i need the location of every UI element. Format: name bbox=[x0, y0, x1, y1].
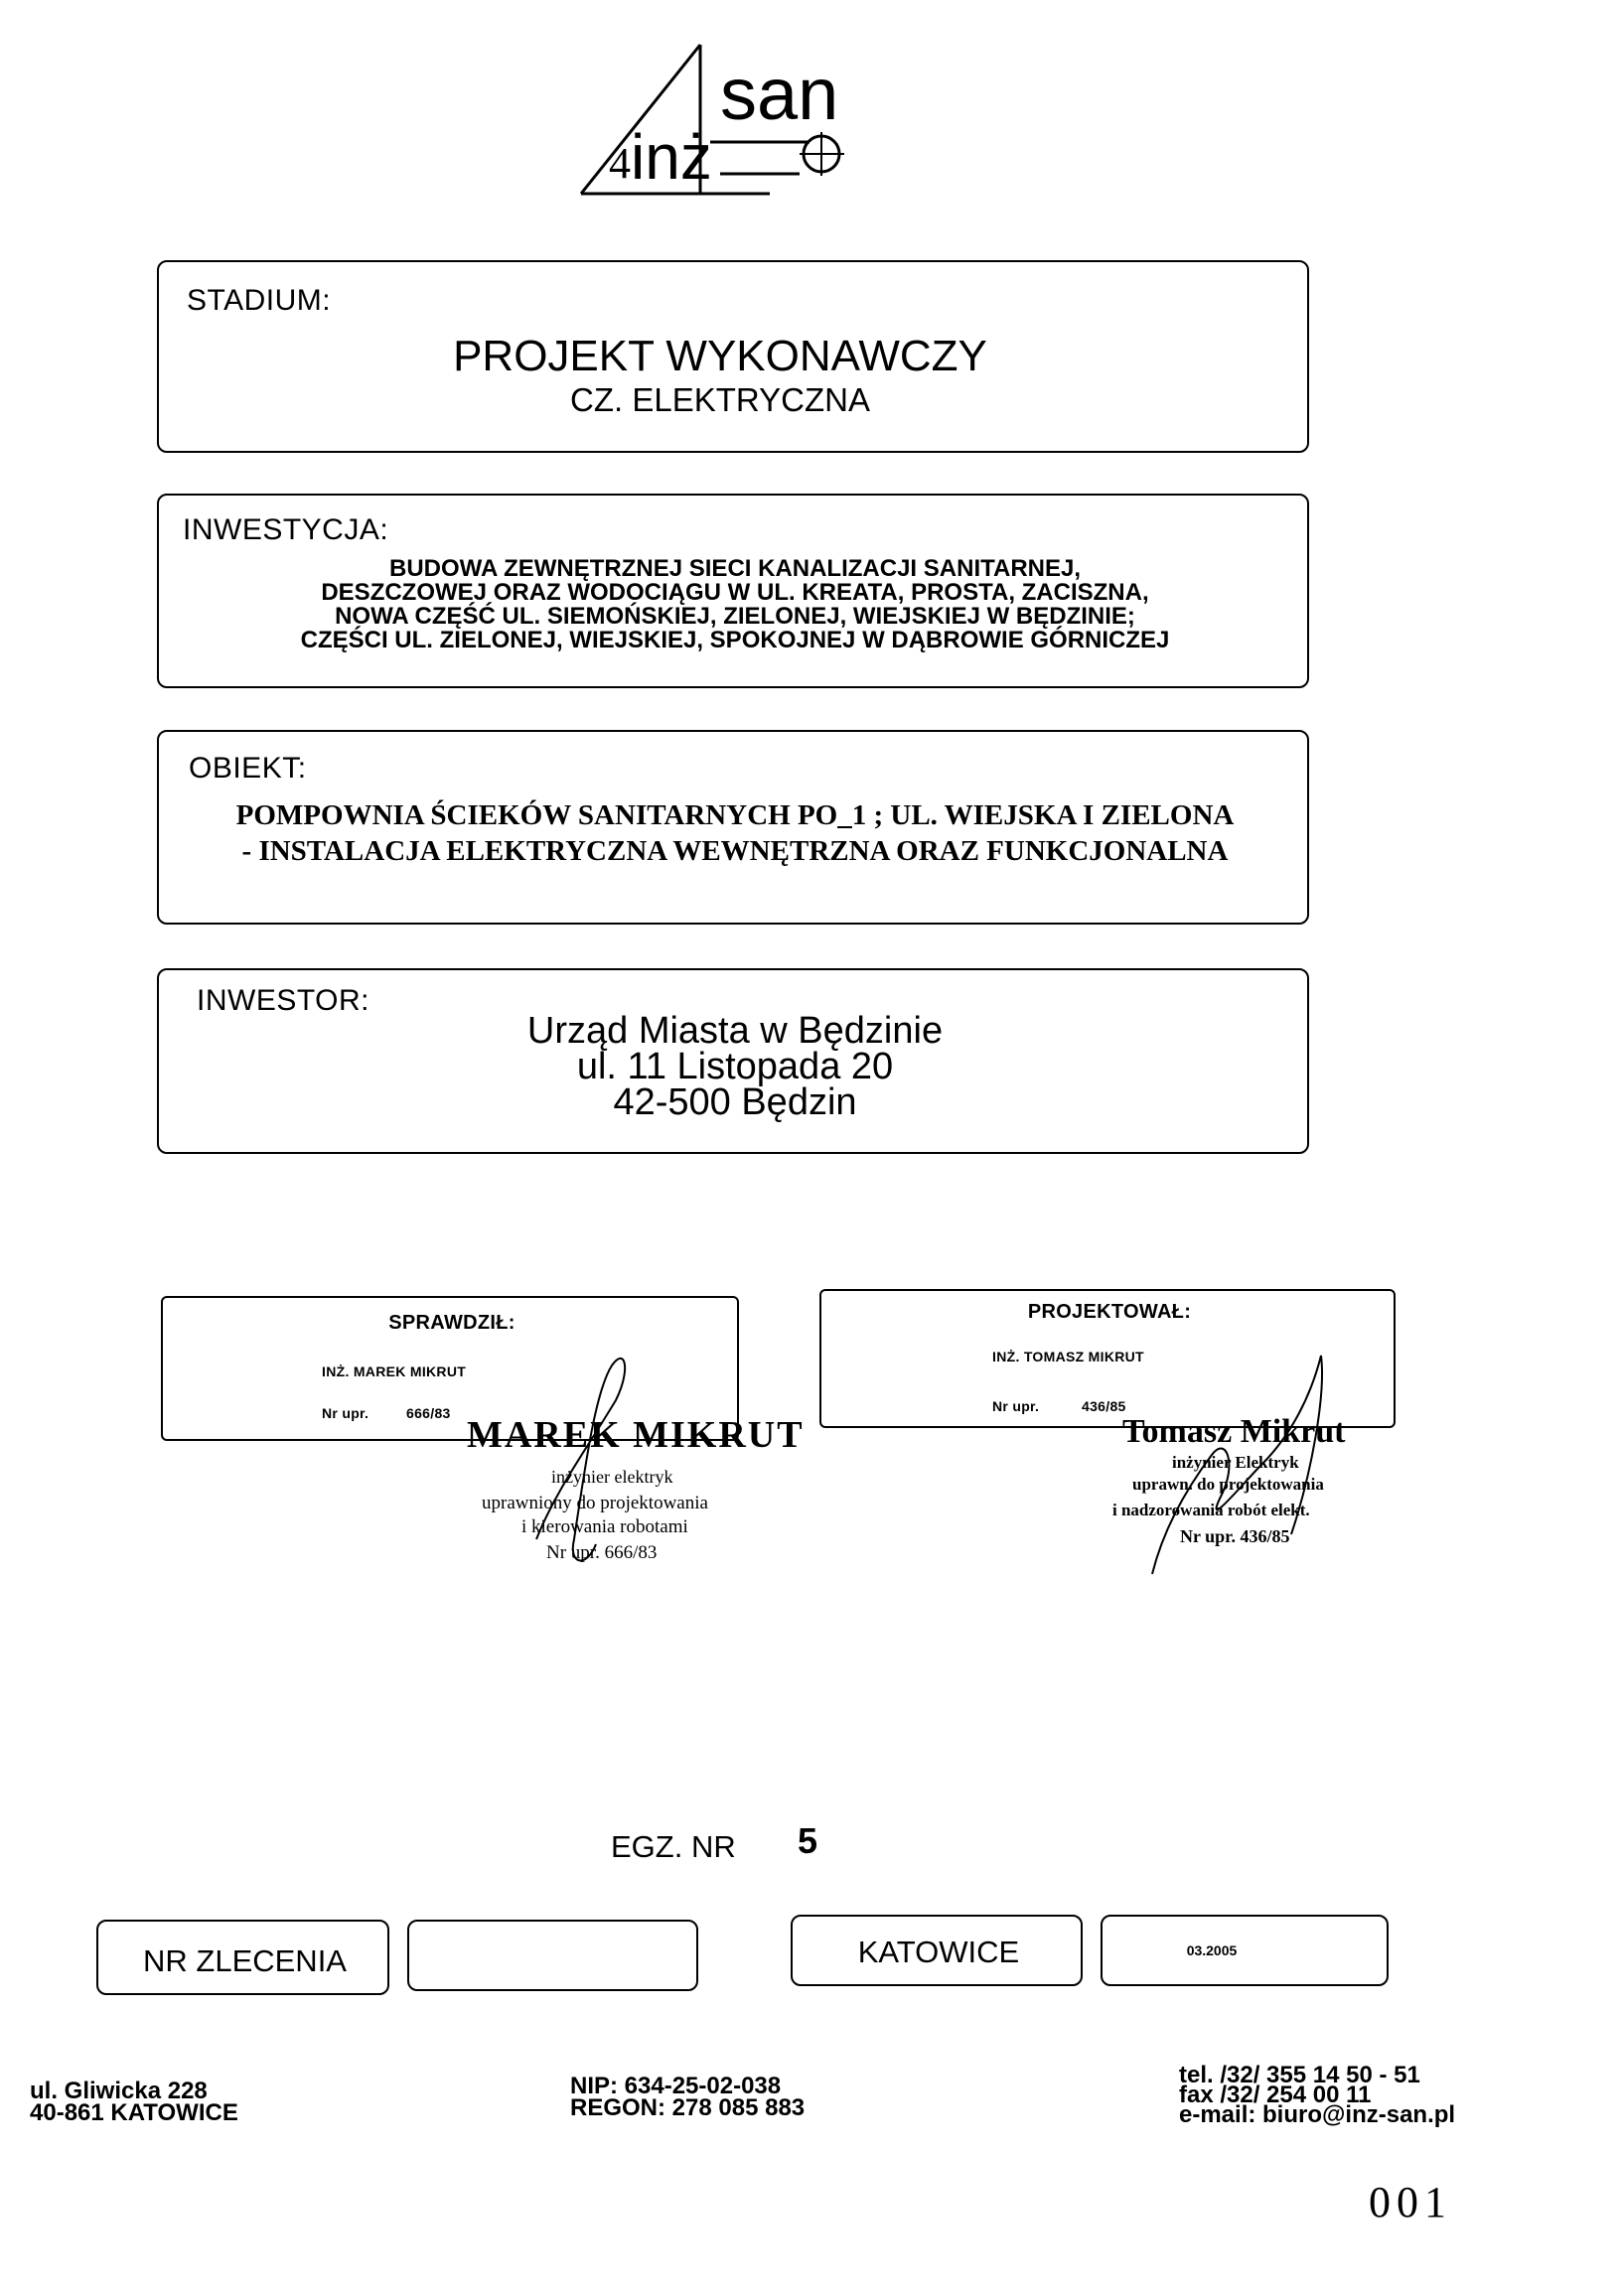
order-number-label: NR ZLECENIA bbox=[143, 1943, 347, 1978]
stamp-line-4: Nr upr. 436/85 bbox=[1180, 1526, 1290, 1546]
object-box bbox=[157, 730, 1309, 925]
designed-by-permit-label: Nr upr. bbox=[992, 1398, 1040, 1414]
footer-email: e-mail: biuro@inz-san.pl bbox=[1179, 2101, 1456, 2128]
footer-address-line-2: 40-861 KATOWICE bbox=[30, 2099, 238, 2126]
investment-line-3: NOWA CZĘŚĆ UL. SIEMOŃSKIEJ, ZIELONEJ, WIEJSKIEJ W BĘDZINIE; bbox=[335, 603, 1135, 630]
logo-text-inz: inż bbox=[631, 121, 712, 193]
stamp-name-marek: MAREK MIKRUT bbox=[467, 1414, 805, 1456]
order-number-label-box bbox=[96, 1920, 389, 1995]
designed-by-label: PROJEKTOWAŁ: bbox=[1027, 1301, 1192, 1323]
stamp-line-1: inżynier Elektryk bbox=[1172, 1453, 1299, 1472]
footer-contact bbox=[1179, 2062, 1456, 2128]
investment-line-4: CZĘŚCI UL. ZIELONEJ, WIEJSKIEJ, SPOKOJNEJ W DĄBROWIE GÓRNICZEJ bbox=[300, 627, 1170, 653]
copy-number-label: EGZ. NR bbox=[611, 1829, 736, 1864]
checked-by-label: SPRAWDZIŁ: bbox=[388, 1312, 515, 1334]
object-line-1: POMPOWNIA ŚCIEKÓW SANITARNYCH PO_1 ; UL. WIEJSKA I ZIELONA bbox=[235, 799, 1235, 831]
checked-by-name: INŻ. MAREK MIKRUT bbox=[322, 1363, 467, 1379]
investor-box bbox=[157, 968, 1309, 1154]
stamp-line-3: i nadzorowania robót elekt. bbox=[1112, 1501, 1310, 1519]
stamp-line-2: uprawn. do projektowania bbox=[1132, 1475, 1324, 1494]
footer-address-line-1: ul. Gliwicka 228 bbox=[30, 2078, 208, 2104]
city-box bbox=[791, 1915, 1083, 1986]
stamp-line-2: uprawniony do projektowania bbox=[482, 1493, 708, 1513]
page-number: 001 bbox=[1369, 2178, 1452, 2226]
checked-by-permit-label: Nr upr. bbox=[322, 1405, 369, 1421]
investor-label: INWESTOR: bbox=[197, 984, 369, 1017]
date-value: 03.2005 bbox=[1186, 1942, 1238, 1958]
stamp-line-1: inżynier elektryk bbox=[551, 1467, 673, 1487]
footer-phone: tel. /32/ 355 14 50 - 51 bbox=[1179, 2062, 1420, 2088]
investment-label: INWESTYCJA: bbox=[183, 513, 389, 546]
footer-fax: fax /32/ 254 00 11 bbox=[1179, 2081, 1372, 2108]
designed-by-permit-number: 436/85 bbox=[1082, 1398, 1126, 1414]
city-value: KATOWICE bbox=[857, 1935, 1020, 1969]
stamp-line-4: Nr upr. 666/83 bbox=[546, 1542, 658, 1563]
investor-line-2: ul. 11 Listopada 20 bbox=[576, 1046, 894, 1087]
designed-by-name: INŻ. TOMASZ MIKRUT bbox=[992, 1349, 1144, 1364]
copy-number-value: 5 bbox=[798, 1820, 818, 1861]
date-box bbox=[1101, 1915, 1389, 1986]
stamp-line-3: i kierowania robotami bbox=[521, 1516, 688, 1537]
company-logo bbox=[571, 35, 869, 209]
footer-tax bbox=[570, 2073, 806, 2121]
investment-line-2: DESZCZOWEJ ORAZ WODOCIĄGU W UL. KREATA, PROSTA, ZACISZNA, bbox=[321, 579, 1149, 606]
logo-digit: 4 bbox=[609, 139, 631, 188]
stadium-subtitle: CZ. ELEKTRYCZNA bbox=[570, 381, 870, 418]
logo-text-san: san bbox=[720, 53, 839, 135]
investor-line-1: Urząd Miasta w Będzinie bbox=[526, 1010, 944, 1052]
footer-address bbox=[30, 2078, 238, 2126]
order-number-value-box bbox=[407, 1920, 698, 1991]
footer-regon: REGON: 278 085 883 bbox=[570, 2094, 806, 2121]
signature-marek bbox=[516, 1341, 735, 1579]
signature-tomasz bbox=[1142, 1336, 1381, 1594]
investment-box bbox=[157, 494, 1309, 688]
object-line-2: - INSTALACJA ELEKTRYCZNA WEWNĘTRZNA ORAZ FUNKCJONALNA bbox=[241, 835, 1229, 867]
stadium-label: STADIUM: bbox=[187, 284, 332, 317]
investment-line-1: BUDOWA ZEWNĘTRZNEJ SIECI KANALIZACJI SANITARNEJ, bbox=[388, 555, 1082, 582]
stadium-box bbox=[157, 260, 1309, 453]
footer-nip: NIP: 634-25-02-038 bbox=[570, 2073, 782, 2099]
investor-line-3: 42-500 Będzin bbox=[613, 1081, 857, 1123]
checked-by-permit-number: 666/83 bbox=[406, 1405, 451, 1421]
stamp-name-tomasz: Tomasz Mikrut bbox=[1122, 1413, 1346, 1450]
object-label: OBIEKT: bbox=[189, 752, 307, 785]
stadium-title: PROJEKT WYKONAWCZY bbox=[453, 332, 987, 380]
